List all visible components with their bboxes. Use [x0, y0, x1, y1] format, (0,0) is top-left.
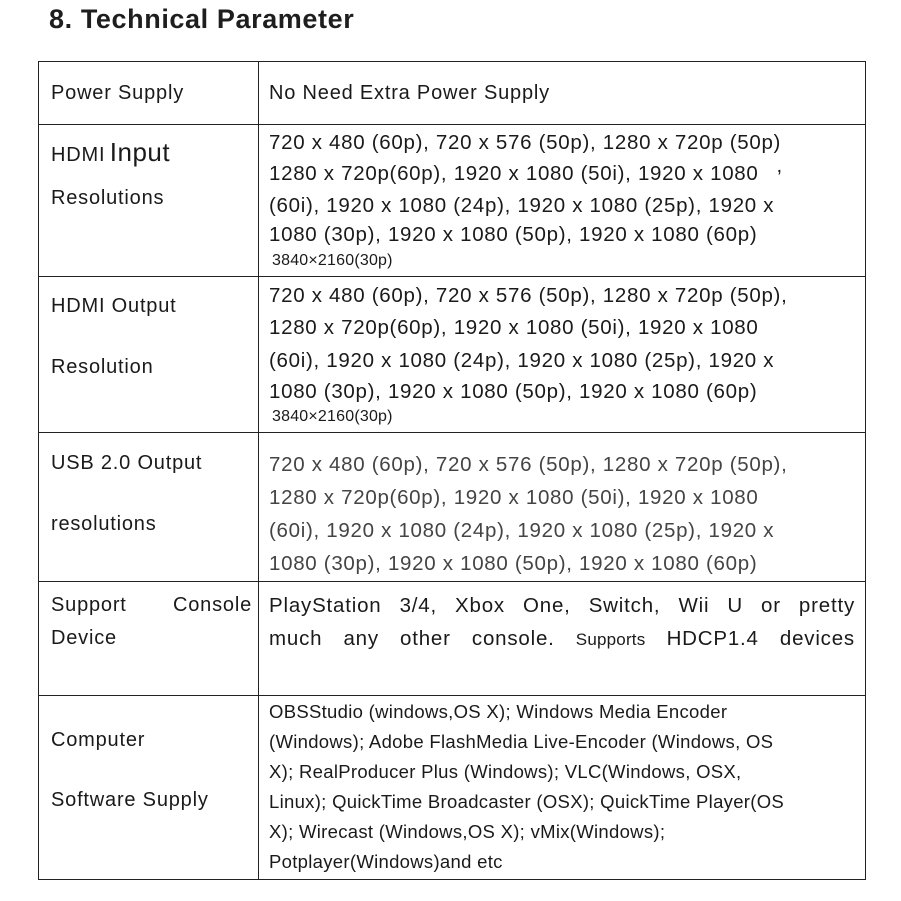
- hdmi-output-line-2: 1280 x 720p(60p), 1920 x 1080 (50i), 1920 x 1080: [269, 316, 759, 339]
- hdmi-output-value-cell: [259, 277, 866, 433]
- software-line-5: X); Wirecast (Windows,OS X); vMix(Windows);: [269, 821, 666, 842]
- software-line-3: X); RealProducer Plus (Windows); VLC(Windows, OSX,: [269, 761, 742, 782]
- hdmi-output-line-3: (60i), 1920 x 1080 (24p), 1920 x 1080 (25p), 1920 x: [269, 349, 775, 372]
- usb-output-line-2: 1280 x 720p(60p), 1920 x 1080 (50i), 1920 x 1080: [269, 486, 759, 509]
- usb-output-line-1: 720 x 480 (60p), 720 x 576 (50p), 1280 x 720p (50p),: [269, 453, 788, 476]
- technical-parameter-table: [38, 61, 866, 880]
- table-row-console-device: [39, 582, 866, 696]
- software-label: Computer: [51, 729, 146, 751]
- software-line-2: (Windows); Adobe FlashMedia Live-Encoder (Windows, OS: [269, 731, 774, 752]
- software-value-cell: [259, 696, 866, 880]
- power-supply-value-cell: [259, 62, 866, 125]
- console-line-1: PlayStation 3/4, Xbox One, Switch, Wii U or pretty: [269, 594, 855, 617]
- software-line-6: Potplayer(Windows)and etc: [269, 851, 503, 872]
- power-supply-label: Power Supply: [51, 82, 184, 104]
- hdmi-input-line-4: 1080 (30p), 1920 x 1080 (50p), 1920 x 1080 (60p): [269, 223, 758, 246]
- hdmi-input-label-cell: [39, 125, 259, 277]
- hdmi-output-label-cell: [39, 277, 259, 433]
- hdmi-input-line-3: (60i), 1920 x 1080 (24p), 1920 x 1080 (25p), 1920 x: [269, 194, 775, 217]
- hdmi-input-extra: 3840×2160(30p): [272, 252, 393, 269]
- usb-output-line-3: (60i), 1920 x 1080 (24p), 1920 x 1080 (25p), 1920 x: [269, 519, 775, 542]
- hdmi-input-line-2: 1280 x 720p(60p), 1920 x 1080 (50i), 1920 x 1080 ,: [269, 154, 783, 185]
- table-row-power-supply: [39, 62, 866, 125]
- table-row-hdmi-input: [39, 125, 866, 277]
- hdmi-output-line-4: 1080 (30p), 1920 x 1080 (50p), 1920 x 1080 (60p): [269, 380, 758, 403]
- software-label-line2: Software Supply: [51, 789, 209, 811]
- console-label-cell: [39, 582, 259, 696]
- hdmi-input-label-line2: Resolutions: [51, 187, 165, 209]
- usb-output-label-cell: [39, 433, 259, 582]
- table-row-software-supply: [39, 696, 866, 880]
- console-label-line2: Device: [51, 627, 117, 649]
- hdmi-output-label-line2: Resolution: [51, 356, 154, 378]
- power-supply-value: No Need Extra Power Supply: [269, 82, 550, 104]
- table-row-hdmi-output: [39, 277, 866, 433]
- hdmi-input-value-cell: [259, 125, 866, 277]
- hdmi-output-label: HDMI Output: [51, 295, 177, 317]
- usb-output-label-line2: resolutions: [51, 513, 157, 535]
- console-value-cell: [259, 582, 866, 696]
- software-label-cell: [39, 696, 259, 880]
- power-supply-label-cell: [39, 62, 259, 125]
- console-line-2: much any other console. Supports HDCP1.4 devices: [269, 627, 855, 650]
- usb-output-label: USB 2.0 Output: [51, 452, 203, 474]
- usb-output-value-cell: [259, 433, 866, 582]
- console-label: Support Console: [51, 594, 252, 616]
- section-title: 8. Technical Parameter: [49, 4, 355, 34]
- usb-output-line-4: 1080 (30p), 1920 x 1080 (50p), 1920 x 1080 (60p): [269, 552, 758, 575]
- hdmi-input-line-1: 720 x 480 (60p), 720 x 576 (50p), 1280 x 720p (50p): [269, 131, 782, 154]
- hdmi-input-label: HDMI Input: [51, 137, 171, 167]
- hdmi-output-extra: 3840×2160(30p): [272, 408, 393, 425]
- table-row-usb-output: [39, 433, 866, 582]
- hdmi-output-line-1: 720 x 480 (60p), 720 x 576 (50p), 1280 x 720p (50p),: [269, 284, 788, 307]
- software-line-4: Linux); QuickTime Broadcaster (OSX); QuickTime Player(OS: [269, 791, 785, 812]
- software-line-1: OBSStudio (windows,OS X); Windows Media Encoder: [269, 701, 728, 722]
